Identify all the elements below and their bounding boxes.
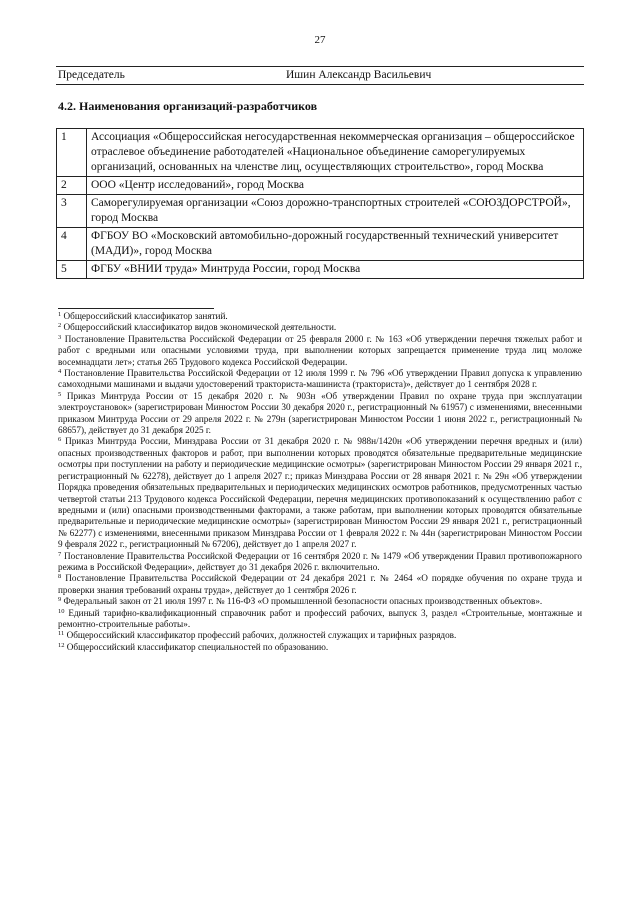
chair-role: Председатель (58, 69, 125, 81)
footnote-mark: 4 (58, 368, 62, 376)
footnote-text: Общероссийский классификатор специальностей по образованию. (66, 641, 329, 652)
footnote-mark: 7 (58, 550, 62, 558)
footnote-mark: 9 (58, 596, 62, 604)
footnote-mark: 5 (58, 390, 62, 398)
footnote-text: Постановление Правительства Российской Федерации от 16 сентября 2020 г. № 1479 «Об утверждении Правил противопожарного режима в Российской Федерации», действует до 31 декабря 2026 г. включительно. (58, 550, 583, 572)
footnote-text: Приказ Минтруда России от 15 декабря 2020 г. № 903н «Об утверждении Правил по охране труда при эксплуатации электроустановок» (зарегистрирован Минюстом России 30 декабря 2020 г., регистрационный № 61957) с изменениями, внесенными приказом Минтруда России от 29 апреля 2022 г. № 279н (зарегистрирован Минюстом России 1 июня 2022 г., регистрационный № 68657), действует до 31 декабря 2025 г. (58, 390, 583, 436)
footnote-text: Постановление Правительства Российской Федерации от 12 июля 1999 г. № 796 «Об утверждении Правил допуска к управлению самоходными машинами и выдачи удостоверений тракториста-машиниста (тракториста)», действует до 1 сентября 2028 г. (58, 368, 582, 390)
footnote-text: Общероссийский классификатор занятий. (63, 311, 228, 321)
footnote (58, 608, 582, 631)
organizations-table (56, 128, 584, 279)
footnote (58, 368, 582, 391)
org-number: 4 (57, 228, 87, 261)
footnote-mark: 1 (58, 311, 62, 318)
table-row (57, 228, 584, 261)
footnotes (58, 311, 582, 653)
page-number: 27 (314, 34, 326, 46)
footnote (58, 642, 582, 653)
footnote-mark: 11 (58, 630, 65, 638)
org-name: ООО «Центр исследований», город Москва (87, 177, 584, 195)
footnote-mark: 3 (58, 333, 62, 341)
footnote (58, 334, 582, 368)
footnote-divider (58, 308, 214, 309)
section-heading: 4.2. Наименования организаций-разработчиков (58, 99, 318, 113)
org-number: 5 (57, 261, 87, 279)
footnote-mark: 12 (58, 641, 65, 649)
footnote-mark: 2 (58, 322, 62, 330)
footnote (58, 311, 582, 322)
org-name: Саморегулируемая организации «Союз дорожно-транспортных строителей «СОЮЗДОРСТРОЙ», город Москва (87, 195, 584, 228)
table-row (57, 177, 584, 195)
footnote (58, 322, 582, 333)
org-number: 3 (57, 195, 87, 228)
footnote-text: Постановление Правительства Российской Федерации от 25 февраля 2000 г. № 163 «Об утверждении перечня тяжелых работ и работ с вредными или опасными условиями труда, при выполнении которых запрещается применение труда лиц моложе восемнадцати лет»; статья 265 Трудового кодекса Российской Федерации. (58, 333, 582, 367)
footnote-mark: 6 (58, 436, 62, 444)
footnote-text: Единый тарифно-квалификационный справочник работ и профессий рабочих, выпуск 3, раздел «Строительные, монтажные и ремонтно-строительные работы». (58, 607, 582, 629)
footnote (58, 436, 582, 550)
org-name: ФГБУ «ВНИИ труда» Минтруда России, город Москва (87, 261, 584, 279)
footnote (58, 573, 582, 596)
footnote-text: Постановление Правительства Российской Федерации от 24 декабря 2021 г. № 2464 «О порядке обучения по охране труда и проверки знания требований охраны труда», действует до 1 сентября 2026 г. (58, 573, 582, 595)
org-name: Ассоциация «Общероссийская негосударственная некоммерческая организация – общероссийское отраслевое объединение работодателей «Национальное объединение саморегулируемых организаций, основанных на членстве лиц, осуществляющих строительство», город Москва (87, 129, 584, 177)
table-row (57, 195, 584, 228)
table-row (57, 261, 584, 279)
footnote-mark: 10 (58, 607, 65, 615)
table-row (57, 129, 584, 177)
org-number: 1 (57, 129, 87, 177)
footnote (58, 630, 582, 641)
org-number: 2 (57, 177, 87, 195)
org-name: ФГБОУ ВО «Московский автомобильно-дорожный государственный технический университет (МАДИ)», город Москва (87, 228, 584, 261)
footnote (58, 551, 582, 574)
footnote-text: Общероссийский классификатор видов экономической деятельности. (63, 322, 337, 333)
chair-name: Ишин Александр Васильевич (286, 69, 432, 81)
footnote-text: Общероссийский классификатор профессий рабочих, должностей служащих и тарифных разрядов. (66, 630, 457, 641)
footnote-text: Федеральный закон от 21 июля 1997 г. № 116-ФЗ «О промышленной безопасности опасных производственных объектов». (63, 596, 543, 607)
footnote-mark: 8 (58, 573, 62, 581)
footnote (58, 596, 582, 607)
footnote (58, 391, 582, 437)
footnote-text: Приказ Минтруда России, Минздрава России от 31 декабря 2020 г. № 988н/1420н «Об утверждении перечня вредных и (или) опасных производственных факторов и работ, при выполнении которых проводятся обязательные предварительные медицинские осмотры при поступлении на работу и периодические медицинские осмотры» (зарегистрирован Минюстом России 29 января 2021 г., регистрационный № 62278), действует до 1 апреля 2027 г.; приказ Минздрава России от 28 января 2021 г. № 29н «Об утверждении Порядка проведения обязательных предварительных и периодических медицинских осмотров работников, предусмотренных частью четвертой статьи 213 Трудового кодекса Российской Федерации, перечня медицинских противопоказаний к осуществлению работ с вредными и (или) опасными производственными факторами, а также работам, при выполнении которых проводятся обязательные предварительные и периодические медицинские осмотры» (зарегистрирован Минюстом России 29 января 2021 г., регистрационный № 62277) с изменениями, внесенными приказом Минздрава России от 1 февраля 2022 г. № 44н (зарегистрирован Минюстом России 9 февраля 2022 г., регистрационный № 67206), действует до 1 апреля 2027 г. (58, 436, 583, 550)
chair-row (56, 66, 584, 85)
